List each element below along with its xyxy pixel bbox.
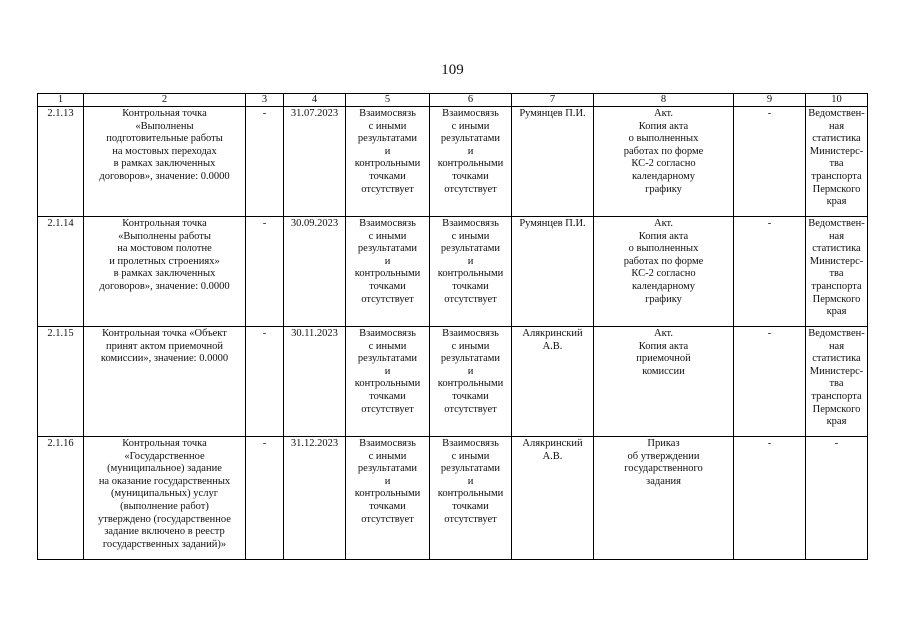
row-col6: Взаимосвязь с иными результатами и контрольными точками отсутствует [430, 217, 512, 327]
table-row [38, 327, 868, 437]
column-header: 4 [284, 94, 346, 107]
row-id: 2.1.13 [38, 107, 84, 217]
row-description: Контрольная точка «Государственное (муниципальное) задание на оказание государственных (муниципальных) услуг (выполнение работ) утверждено (государственное задание включено в реестр государственных заданий)» [84, 437, 246, 560]
control-points-table [37, 93, 868, 560]
row-responsible: Алякринский А.В. [512, 437, 594, 560]
row-id: 2.1.14 [38, 217, 84, 327]
table-row [38, 217, 868, 327]
row-col5: Взаимосвязь с иными результатами и контрольными точками отсутствует [346, 437, 430, 560]
column-header: 5 [346, 94, 430, 107]
row-col5: Взаимосвязь с иными результатами и контрольными точками отсутствует [346, 327, 430, 437]
row-col3: - [246, 107, 284, 217]
row-col9: - [734, 107, 806, 217]
table-header-row [38, 94, 868, 107]
row-responsible: Румянцев П.И. [512, 107, 594, 217]
page-number: 109 [441, 62, 464, 78]
column-header: 3 [246, 94, 284, 107]
row-date: 30.11.2023 [284, 327, 346, 437]
row-id: 2.1.15 [38, 327, 84, 437]
table-row [38, 437, 868, 560]
column-header: 2 [84, 94, 246, 107]
row-description: Контрольная точка «Выполнены подготовительные работы на мостовых переходах в рамках заключенных договоров», значение: 0.0000 [84, 107, 246, 217]
row-source: Ведомствен- ная статистика Министерс- тва транспорта Пермского края [806, 107, 868, 217]
row-id: 2.1.16 [38, 437, 84, 560]
table-row [38, 107, 868, 217]
row-document: Акт. Копия акта о выполненных работах по форме КС-2 согласно календарному графику [594, 107, 734, 217]
row-col6: Взаимосвязь с иными результатами и контрольными точками отсутствует [430, 107, 512, 217]
row-description: Контрольная точка «Объект принят актом приемочной комиссии», значение: 0.0000 [84, 327, 246, 437]
row-document: Приказ об утверждении государственного задания [594, 437, 734, 560]
row-responsible: Алякринский А.В. [512, 327, 594, 437]
row-col3: - [246, 327, 284, 437]
column-header: 1 [38, 94, 84, 107]
row-col3: - [246, 437, 284, 560]
row-source: Ведомствен- ная статистика Министерс- тва транспорта Пермского края [806, 327, 868, 437]
row-document: Акт. Копия акта о выполненных работах по форме КС-2 согласно календарному графику [594, 217, 734, 327]
row-responsible: Румянцев П.И. [512, 217, 594, 327]
row-col5: Взаимосвязь с иными результатами и контрольными точками отсутствует [346, 217, 430, 327]
row-date: 31.07.2023 [284, 107, 346, 217]
row-date: 30.09.2023 [284, 217, 346, 327]
row-col5: Взаимосвязь с иными результатами и контрольными точками отсутствует [346, 107, 430, 217]
row-col3: - [246, 217, 284, 327]
column-header: 8 [594, 94, 734, 107]
row-date: 31.12.2023 [284, 437, 346, 560]
row-source: Ведомствен- ная статистика Министерс- тва транспорта Пермского края [806, 217, 868, 327]
row-col9: - [734, 327, 806, 437]
column-header: 6 [430, 94, 512, 107]
column-header: 7 [512, 94, 594, 107]
row-description: Контрольная точка «Выполнены работы на мостовом полотне и пролетных строениях» в рамках заключенных договоров», значение: 0.0000 [84, 217, 246, 327]
column-header: 10 [806, 94, 868, 107]
row-document: Акт. Копия акта приемочной комиссии [594, 327, 734, 437]
row-col9: - [734, 437, 806, 560]
row-col6: Взаимосвязь с иными результатами и контрольными точками отсутствует [430, 327, 512, 437]
row-col9: - [734, 217, 806, 327]
column-header: 9 [734, 94, 806, 107]
row-col6: Взаимосвязь с иными результатами и контрольными точками отсутствует [430, 437, 512, 560]
row-source: - [806, 437, 868, 560]
